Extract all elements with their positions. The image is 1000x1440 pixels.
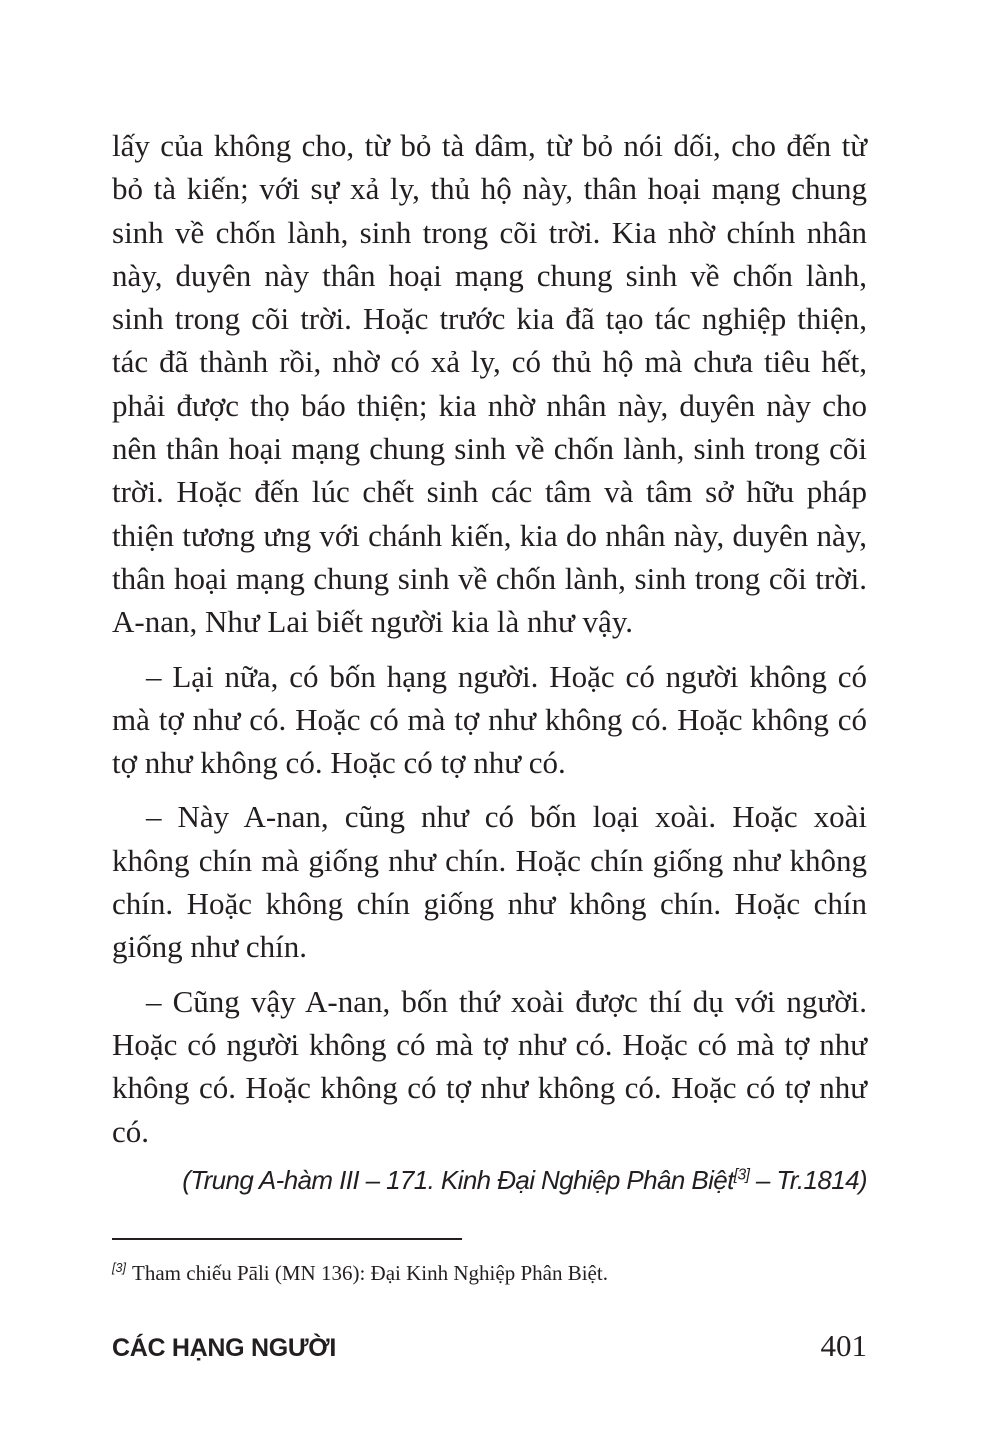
footnote-divider [112, 1238, 462, 1240]
paragraph-2: – Lại nữa, có bốn hạng người. Hoặc có người không có mà tợ như có. Hoặc có mà tợ như không có. Hoặc không có tợ như không có. Hoặc có tợ như có. [112, 658, 867, 781]
source-citation [112, 1160, 867, 1200]
citation-text: (Trung A-hàm III – 171. Kinh Đại Nghiệp Phân Biệt [182, 1165, 734, 1195]
citation-footnote-ref[interactable]: [3] [733, 1166, 750, 1184]
footnote-marker: [3] [112, 1261, 127, 1276]
page-number: 401 [820, 1328, 867, 1363]
paragraph-4: – Cũng vậy A-nan, bốn thứ xoài được thí dụ với người. Hoặc có người không có mà tợ như có. Hoặc có mà tợ như không có. Hoặc không có tợ như không có. Hoặc có tợ như có. [112, 983, 867, 1149]
footnote [112, 1258, 867, 1288]
citation-suffix: – Tr.1814) [749, 1165, 867, 1195]
paragraph-3: – Này A-nan, cũng như có bốn loại xoài. Hoặc xoài không chín mà giống như chín. Hoặc chín giống như không chín. Hoặc không chín giống như không chín. Hoặc chín giống như chín. [112, 799, 867, 965]
footnote-text: Tham chiếu Pāli (MN 136): Đại Kinh Nghiệp Phân Biệt. [132, 1261, 608, 1285]
running-title: CÁC HẠNG NGƯỜI [112, 1334, 336, 1362]
paragraph-1: lấy của không cho, từ bỏ tà dâm, từ bỏ nói dối, cho đến từ bỏ tà kiến; với sự xả ly, thủ hộ này, thân hoại mạng chung sinh về chốn lành, sinh trong cõi trời. Kia nhờ chính nhân này, duyên này thân hoại mạng chung sinh về chốn lành, sinh trong cõi trời. Hoặc trước kia đã tạo tác nghiệp thiện, tác đã thành rồi, nhờ có xả ly, có thủ hộ mà chưa tiêu hết, phải được thọ báo thiện; kia nhờ nhân này, duyên này cho nên thân hoại mạng chung sinh về chốn lành, sinh trong cõi trời. Hoặc đến lúc chết sinh các tâm và tâm sở hữu pháp thiện tương ưng với chánh kiến, kia do nhân này, duyên này, thân hoại mạng chung sinh về chốn lành, sinh trong cõi trời. A-nan, Như Lai biết người kia là như vậy. [112, 128, 867, 640]
main-text [112, 124, 867, 1153]
